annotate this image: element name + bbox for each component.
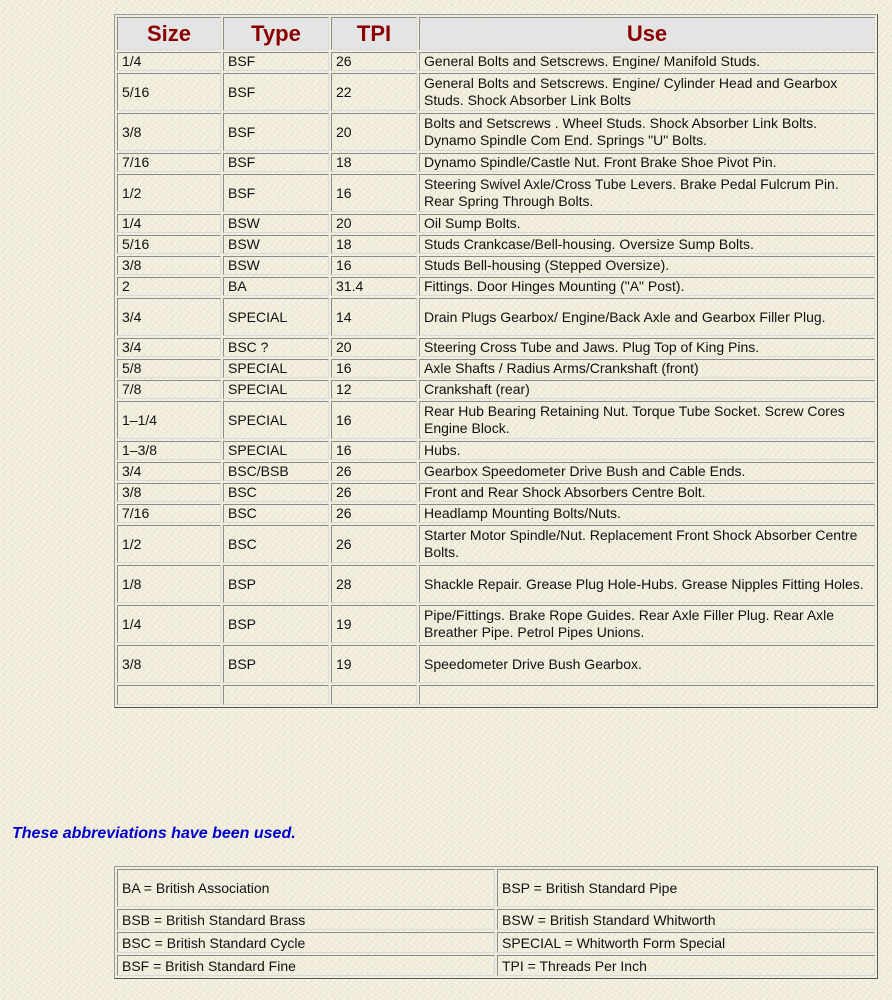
cell-use: Shackle Repair. Grease Plug Hole-Hubs. Grease Nipples Fitting Holes. <box>419 565 875 603</box>
cell-size: 1–3/8 <box>117 441 221 460</box>
cell-tpi: 22 <box>331 73 417 111</box>
cell-type: BSC <box>223 504 329 523</box>
abbreviations-table-body <box>117 869 875 976</box>
abbreviations-note: These abbreviations have been used. <box>12 825 296 842</box>
table-row <box>117 483 875 502</box>
table-row <box>117 401 875 439</box>
cell-use: Crankshaft (rear) <box>419 380 875 399</box>
cell-tpi: 16 <box>331 441 417 460</box>
cell-tpi: 18 <box>331 235 417 254</box>
table-row <box>117 52 875 71</box>
cell-use: Gearbox Speedometer Drive Bush and Cable Ends. <box>419 462 875 481</box>
header-size: Size <box>117 17 221 50</box>
table-row <box>117 359 875 378</box>
cell-use <box>419 685 875 705</box>
cell-use: Fittings. Door Hinges Mounting ("A" Post). <box>419 277 875 296</box>
table-row <box>117 214 875 233</box>
table-row <box>117 525 875 563</box>
cell-type: BSF <box>223 174 329 212</box>
cell-size: 3/8 <box>117 256 221 275</box>
abbreviation-cell: BSB = British Standard Brass <box>117 909 495 930</box>
abbreviation-row <box>117 932 875 953</box>
cell-type: BSW <box>223 256 329 275</box>
cell-use: General Bolts and Setscrews. Engine/ Cylinder Head and Gearbox Studs. Shock Absorber Link Bolts <box>419 73 875 111</box>
cell-use: Headlamp Mounting Bolts/Nuts. <box>419 504 875 523</box>
cell-use: Dynamo Spindle/Castle Nut. Front Brake Shoe Pivot Pin. <box>419 153 875 172</box>
table-row <box>117 565 875 603</box>
cell-use: Drain Plugs Gearbox/ Engine/Back Axle and Gearbox Filler Plug. <box>419 298 875 336</box>
abbreviations-table <box>114 866 878 979</box>
cell-size: 1/4 <box>117 52 221 71</box>
cell-type: SPECIAL <box>223 298 329 336</box>
cell-tpi <box>331 685 417 705</box>
cell-size: 1–1/4 <box>117 401 221 439</box>
cell-use: Steering Swivel Axle/Cross Tube Levers. Brake Pedal Fulcrum Pin. Rear Spring Through Bolts. <box>419 174 875 212</box>
header-use: Use <box>419 17 875 50</box>
cell-tpi: 19 <box>331 645 417 683</box>
table-row <box>117 298 875 336</box>
cell-size: 7/16 <box>117 504 221 523</box>
cell-tpi: 26 <box>331 504 417 523</box>
table-row <box>117 685 875 705</box>
cell-use: Hubs. <box>419 441 875 460</box>
table-row <box>117 462 875 481</box>
table-row <box>117 73 875 111</box>
abbreviation-row <box>117 955 875 976</box>
table-row <box>117 113 875 151</box>
table-row <box>117 174 875 212</box>
abbreviation-row <box>117 869 875 907</box>
cell-use: Steering Cross Tube and Jaws. Plug Top of King Pins. <box>419 338 875 357</box>
cell-size: 1/2 <box>117 174 221 212</box>
cell-type: BSP <box>223 565 329 603</box>
cell-size: 5/16 <box>117 235 221 254</box>
abbreviation-cell: TPI = Threads Per Inch <box>497 955 875 976</box>
cell-type: SPECIAL <box>223 359 329 378</box>
cell-type: BSC <box>223 483 329 502</box>
abbreviation-cell: BSP = British Standard Pipe <box>497 869 875 907</box>
cell-type: BSP <box>223 645 329 683</box>
table-row <box>117 605 875 643</box>
cell-use: Starter Motor Spindle/Nut. Replacement Front Shock Absorber Centre Bolts. <box>419 525 875 563</box>
cell-use: Rear Hub Bearing Retaining Nut. Torque Tube Socket. Screw Cores Engine Block. <box>419 401 875 439</box>
cell-size: 5/8 <box>117 359 221 378</box>
table-row <box>117 256 875 275</box>
cell-type: BSW <box>223 214 329 233</box>
cell-tpi: 16 <box>331 174 417 212</box>
cell-tpi: 26 <box>331 462 417 481</box>
cell-size: 3/8 <box>117 113 221 151</box>
cell-size: 3/4 <box>117 298 221 336</box>
cell-type: SPECIAL <box>223 380 329 399</box>
table-row <box>117 380 875 399</box>
cell-size: 3/8 <box>117 645 221 683</box>
cell-tpi: 20 <box>331 338 417 357</box>
cell-type: BA <box>223 277 329 296</box>
cell-size: 1/8 <box>117 565 221 603</box>
abbreviation-cell: BSW = British Standard Whitworth <box>497 909 875 930</box>
cell-tpi: 28 <box>331 565 417 603</box>
cell-tpi: 18 <box>331 153 417 172</box>
cell-type: BSF <box>223 153 329 172</box>
table-row <box>117 153 875 172</box>
table-row <box>117 338 875 357</box>
abbreviation-cell: BSC = British Standard Cycle <box>117 932 495 953</box>
cell-tpi: 16 <box>331 359 417 378</box>
cell-size: 3/4 <box>117 338 221 357</box>
cell-tpi: 19 <box>331 605 417 643</box>
cell-size <box>117 685 221 705</box>
cell-size: 2 <box>117 277 221 296</box>
cell-type <box>223 685 329 705</box>
abbreviation-row <box>117 909 875 930</box>
cell-tpi: 26 <box>331 52 417 71</box>
cell-tpi: 16 <box>331 256 417 275</box>
cell-tpi: 26 <box>331 483 417 502</box>
cell-use: Studs Crankcase/Bell-housing. Oversize Sump Bolts. <box>419 235 875 254</box>
cell-size: 1/4 <box>117 605 221 643</box>
cell-use: Pipe/Fittings. Brake Rope Guides. Rear Axle Filler Plug. Rear Axle Breather Pipe. Petrol Pipes Unions. <box>419 605 875 643</box>
cell-size: 1/2 <box>117 525 221 563</box>
cell-type: BSF <box>223 113 329 151</box>
cell-tpi: 20 <box>331 214 417 233</box>
cell-use: Axle Shafts / Radius Arms/Crankshaft (front) <box>419 359 875 378</box>
table-row <box>117 504 875 523</box>
cell-tpi: 31.4 <box>331 277 417 296</box>
cell-size: 5/16 <box>117 73 221 111</box>
cell-type: BSC/BSB <box>223 462 329 481</box>
cell-tpi: 14 <box>331 298 417 336</box>
cell-type: SPECIAL <box>223 441 329 460</box>
cell-use: Speedometer Drive Bush Gearbox. <box>419 645 875 683</box>
table-row <box>117 645 875 683</box>
table-row <box>117 235 875 254</box>
cell-type: BSC <box>223 525 329 563</box>
cell-type: BSF <box>223 52 329 71</box>
table-row <box>117 441 875 460</box>
cell-size: 3/4 <box>117 462 221 481</box>
cell-use: General Bolts and Setscrews. Engine/ Manifold Studs. <box>419 52 875 71</box>
header-type: Type <box>223 17 329 50</box>
thread-table <box>114 14 878 708</box>
cell-use: Bolts and Setscrews . Wheel Studs. Shock Absorber Link Bolts. Dynamo Spindle Com End. Springs "U" Bolts. <box>419 113 875 151</box>
cell-tpi: 16 <box>331 401 417 439</box>
cell-size: 7/16 <box>117 153 221 172</box>
abbreviation-cell: SPECIAL = Whitworth Form Special <box>497 932 875 953</box>
cell-use: Front and Rear Shock Absorbers Centre Bolt. <box>419 483 875 502</box>
cell-type: BSP <box>223 605 329 643</box>
cell-type: BSF <box>223 73 329 111</box>
cell-tpi: 12 <box>331 380 417 399</box>
cell-size: 7/8 <box>117 380 221 399</box>
cell-type: SPECIAL <box>223 401 329 439</box>
cell-tpi: 26 <box>331 525 417 563</box>
header-tpi: TPI <box>331 17 417 50</box>
thread-table-header-row <box>117 17 875 50</box>
cell-type: BSC ? <box>223 338 329 357</box>
table-row <box>117 277 875 296</box>
cell-use: Studs Bell-housing (Stepped Oversize). <box>419 256 875 275</box>
cell-size: 1/4 <box>117 214 221 233</box>
thread-table-body <box>117 52 875 705</box>
abbreviation-cell: BA = British Association <box>117 869 495 907</box>
abbreviation-cell: BSF = British Standard Fine <box>117 955 495 976</box>
cell-size: 3/8 <box>117 483 221 502</box>
cell-type: BSW <box>223 235 329 254</box>
cell-tpi: 20 <box>331 113 417 151</box>
cell-use: Oil Sump Bolts. <box>419 214 875 233</box>
